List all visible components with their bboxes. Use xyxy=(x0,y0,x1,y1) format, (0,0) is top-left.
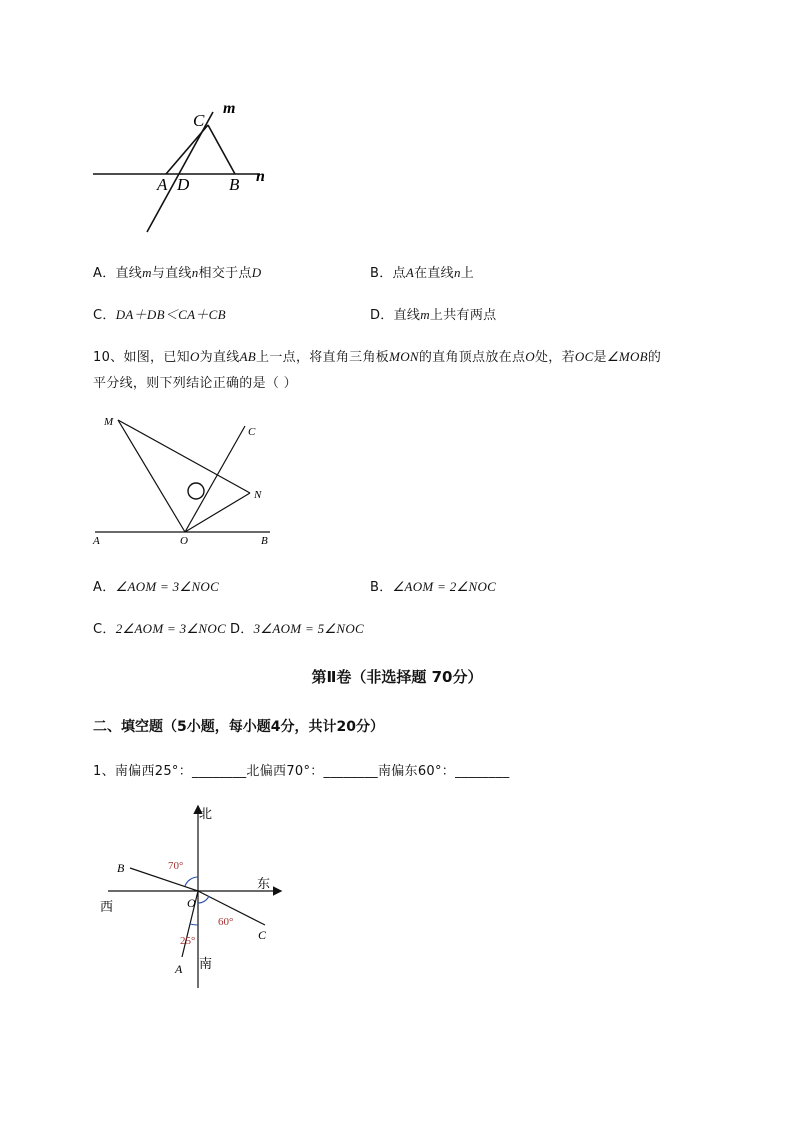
math-expression: 3∠AOM = 5∠NOC xyxy=(253,621,364,636)
q10-line-1 xyxy=(93,346,661,365)
q9-option-b[interactable] xyxy=(370,262,474,281)
q9-option-a[interactable] xyxy=(93,262,261,281)
segment-mn xyxy=(118,420,250,493)
q10-line-2: 平分线，则下列结论正确的是（ ） xyxy=(93,376,297,391)
ray-ob xyxy=(130,868,198,891)
label-n: n xyxy=(256,168,265,185)
math-expression: DA＋DB＜CA＋CB xyxy=(115,307,226,322)
q10-text: 为直线 xyxy=(199,350,240,365)
label-m: M xyxy=(104,416,114,428)
angle-label-70: 70° xyxy=(168,860,184,872)
math-mon: MON xyxy=(389,349,419,364)
label-c: C xyxy=(193,111,205,130)
arc-se xyxy=(198,896,209,903)
q10-text: 的直角顶点放在点 xyxy=(418,350,526,365)
segment-om xyxy=(118,420,185,532)
option-prefix: C． xyxy=(93,622,116,637)
q10-option-b[interactable] xyxy=(370,576,496,595)
figure-q9-lines xyxy=(80,95,290,240)
option-prefix: D．直线 xyxy=(370,308,421,323)
q10-text: 处，若 xyxy=(534,350,575,365)
figure-compass xyxy=(90,795,300,995)
q10-text: 10、如图，已知 xyxy=(93,350,190,365)
math-m: m xyxy=(142,265,152,280)
label-d: D xyxy=(177,175,190,194)
label-m: m xyxy=(223,100,236,117)
q10-text: 是 xyxy=(593,350,607,365)
arc-sw xyxy=(190,924,198,925)
section-title: 二、填空题（5小题，每小题4分，共计20分） xyxy=(93,719,384,735)
angle-label-25: 25° xyxy=(180,935,196,947)
label-b: B xyxy=(117,861,125,875)
segment-ca xyxy=(166,125,208,174)
label-c: C xyxy=(248,426,256,438)
arc-nw xyxy=(185,877,198,886)
option-text: 在直线 xyxy=(414,266,454,281)
math-ab: AB xyxy=(239,349,257,364)
math-expression: ∠AOM = 2∠NOC xyxy=(392,579,497,594)
math-n: n xyxy=(453,265,461,280)
compass-east: 东 xyxy=(257,876,271,891)
math-oc: OC xyxy=(574,349,594,364)
math-a: A xyxy=(405,265,415,280)
angle-label-60: 60° xyxy=(218,916,234,928)
q10-option-c[interactable] xyxy=(93,618,226,637)
label-c: C xyxy=(258,928,267,942)
compass-west: 西 xyxy=(100,899,114,914)
option-prefix: A． xyxy=(93,580,116,595)
option-text: 上 xyxy=(460,266,475,281)
option-text: 与直线 xyxy=(151,266,192,281)
part-title: 第Ⅱ卷（非选择题 70分） xyxy=(311,668,483,686)
math-expression: 2∠AOM = 3∠NOC xyxy=(115,621,227,636)
fill-question-1: 1、南偏西25°：________北偏西70°：________南偏东60°：________ xyxy=(93,764,510,779)
math-d: D xyxy=(251,265,262,280)
math-n: n xyxy=(191,265,199,280)
ray-oc xyxy=(185,426,245,532)
option-prefix: A．直线 xyxy=(93,266,143,281)
label-a: A xyxy=(157,175,168,194)
label-b: B xyxy=(261,535,268,547)
q9-option-d[interactable] xyxy=(370,304,496,323)
q10-option-a[interactable] xyxy=(93,576,219,595)
compass-north: 北 xyxy=(199,806,213,821)
q9-option-c[interactable] xyxy=(93,304,226,323)
compass-south: 南 xyxy=(199,956,213,971)
segment-cb xyxy=(208,125,235,174)
label-b: B xyxy=(229,175,240,194)
math-o: O xyxy=(525,349,535,364)
math-angle-mob: ∠MOB xyxy=(606,349,648,364)
triangle-hole xyxy=(188,483,204,499)
math-o: O xyxy=(189,349,200,364)
q10-text: 上一点，将直角三角板 xyxy=(256,350,390,365)
q10-text: 的 xyxy=(647,350,662,365)
option-text: 相交于点 xyxy=(198,266,252,281)
math-m: m xyxy=(420,307,430,322)
option-prefix: D． xyxy=(230,622,254,637)
option-prefix: B． xyxy=(370,580,393,595)
q10-option-d[interactable] xyxy=(230,618,364,637)
label-a: A xyxy=(175,962,183,976)
math-expression: ∠AOM = 3∠NOC xyxy=(115,579,220,594)
label-n: N xyxy=(254,489,262,501)
label-a: A xyxy=(93,535,100,547)
label-origin: O xyxy=(187,896,196,910)
figure-q10-triangle xyxy=(85,410,285,550)
option-prefix: B．点 xyxy=(370,266,406,281)
label-o: O xyxy=(180,535,188,547)
option-text: 上共有两点 xyxy=(429,308,497,323)
option-prefix: C． xyxy=(93,308,116,323)
